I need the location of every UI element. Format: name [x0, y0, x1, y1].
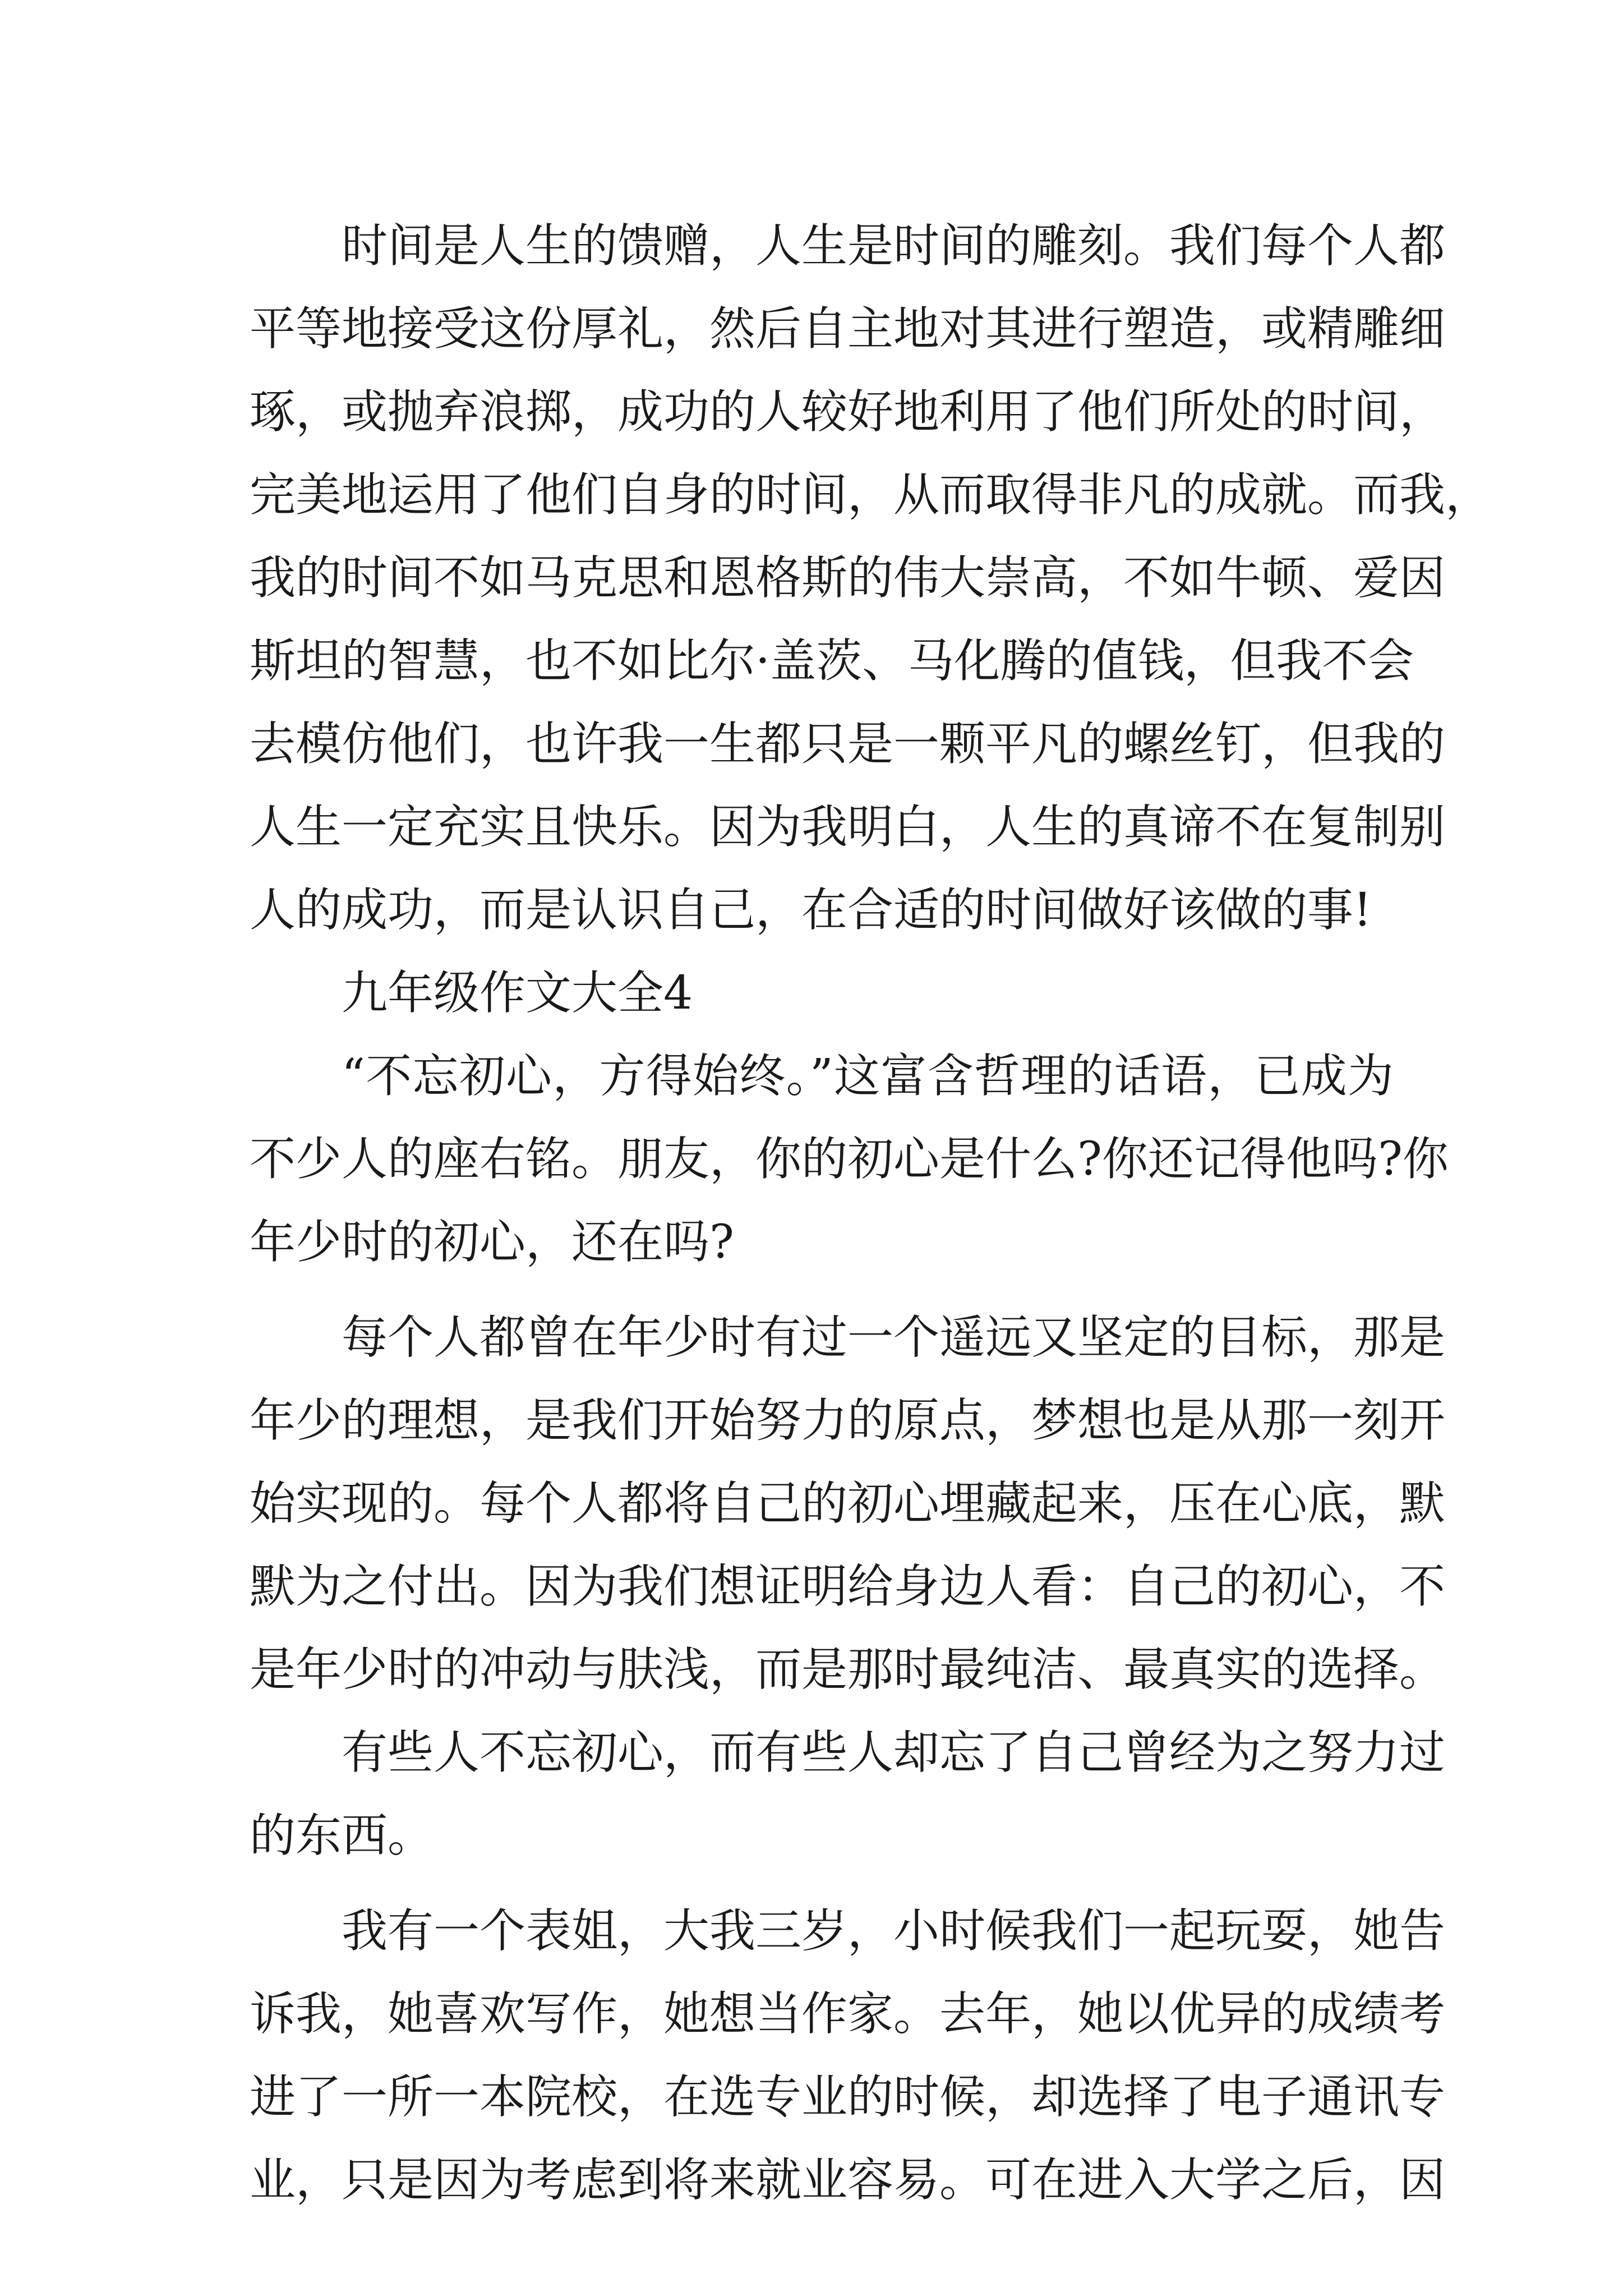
paragraph-line: 平等地接受这份厚礼，然后自主地对其进行塑造，或精雕细 [250, 302, 1446, 356]
paragraph-line: 去模仿他们，也许我一生都只是一颗平凡的螺丝钉，但我的 [250, 717, 1446, 771]
paragraph-line: 是年少时的冲动与肤浅，而是那时最纯洁、最真实的选择。 [250, 1643, 1446, 1696]
paragraph-line: 年少的理想，是我们开始努力的原点，梦想也是从那一刻开 [250, 1394, 1446, 1447]
paragraph-line: 时间是人生的馈赠，人生是时间的雕刻。我们每个人都 [342, 219, 1446, 273]
paragraph-line: “不忘初心，方得始终。”这富含哲理的话语，已成为 [342, 1050, 1394, 1103]
paragraph-line: 琢，或抛弃浪掷，成功的人较好地利用了他们所处的时间， [250, 385, 1446, 439]
paragraph-line: 人生一定充实且快乐。因为我明白，人生的真谛不在复制别 [250, 800, 1446, 854]
essay-body [250, 205, 1492, 2222]
paragraph-line: 年少时的初心，还在吗? [250, 1216, 734, 1269]
paragraph-line: 业，只是因为考虑到将来就业容易。可在进入大学之后，因 [250, 2154, 1446, 2207]
paragraph-line: 有些人不忘初心，而有些人却忘了自己曾经为之努力过 [342, 1726, 1446, 1779]
section-heading: 九年级作文大全4 [342, 967, 693, 1020]
paragraph-line: 我的时间不如马克思和恩格斯的伟大崇高，不如牛顿、爱因 [250, 551, 1446, 605]
paragraph-line: 人的成功，而是认识自己，在合适的时间做好该做的事! [250, 884, 1372, 937]
paragraph-line: 斯坦的智慧，也不如比尔·盖茨、马化腾的值钱，但我不会 [250, 634, 1414, 688]
paragraph-line: 不少人的座右铭。朋友，你的初心是什么?你还记得他吗?你 [250, 1133, 1449, 1186]
paragraph-line: 始实现的。每个人都将自己的初心埋藏起来，压在心底，默 [250, 1477, 1446, 1530]
paragraph-line: 诉我，她喜欢写作，她想当作家。去年，她以优异的成绩考 [250, 1987, 1446, 2041]
paragraph-line: 完美地运用了他们自身的时间，从而取得非凡的成就。而我， [250, 468, 1492, 522]
paragraph-line: 的东西。 [250, 1809, 434, 1862]
paragraph-line: 每个人都曾在年少时有过一个遥远又坚定的目标，那是 [342, 1311, 1446, 1364]
paragraph-line: 我有一个表姐，大我三岁，小时候我们一起玩耍，她告 [342, 1904, 1446, 1958]
paragraph-line: 默为之付出。因为我们想证明给身边人看：自己的初心，不 [250, 1560, 1446, 1613]
paragraph-line: 进了一所一本院校，在选专业的时候，却选择了电子通讯专 [250, 2070, 1446, 2124]
